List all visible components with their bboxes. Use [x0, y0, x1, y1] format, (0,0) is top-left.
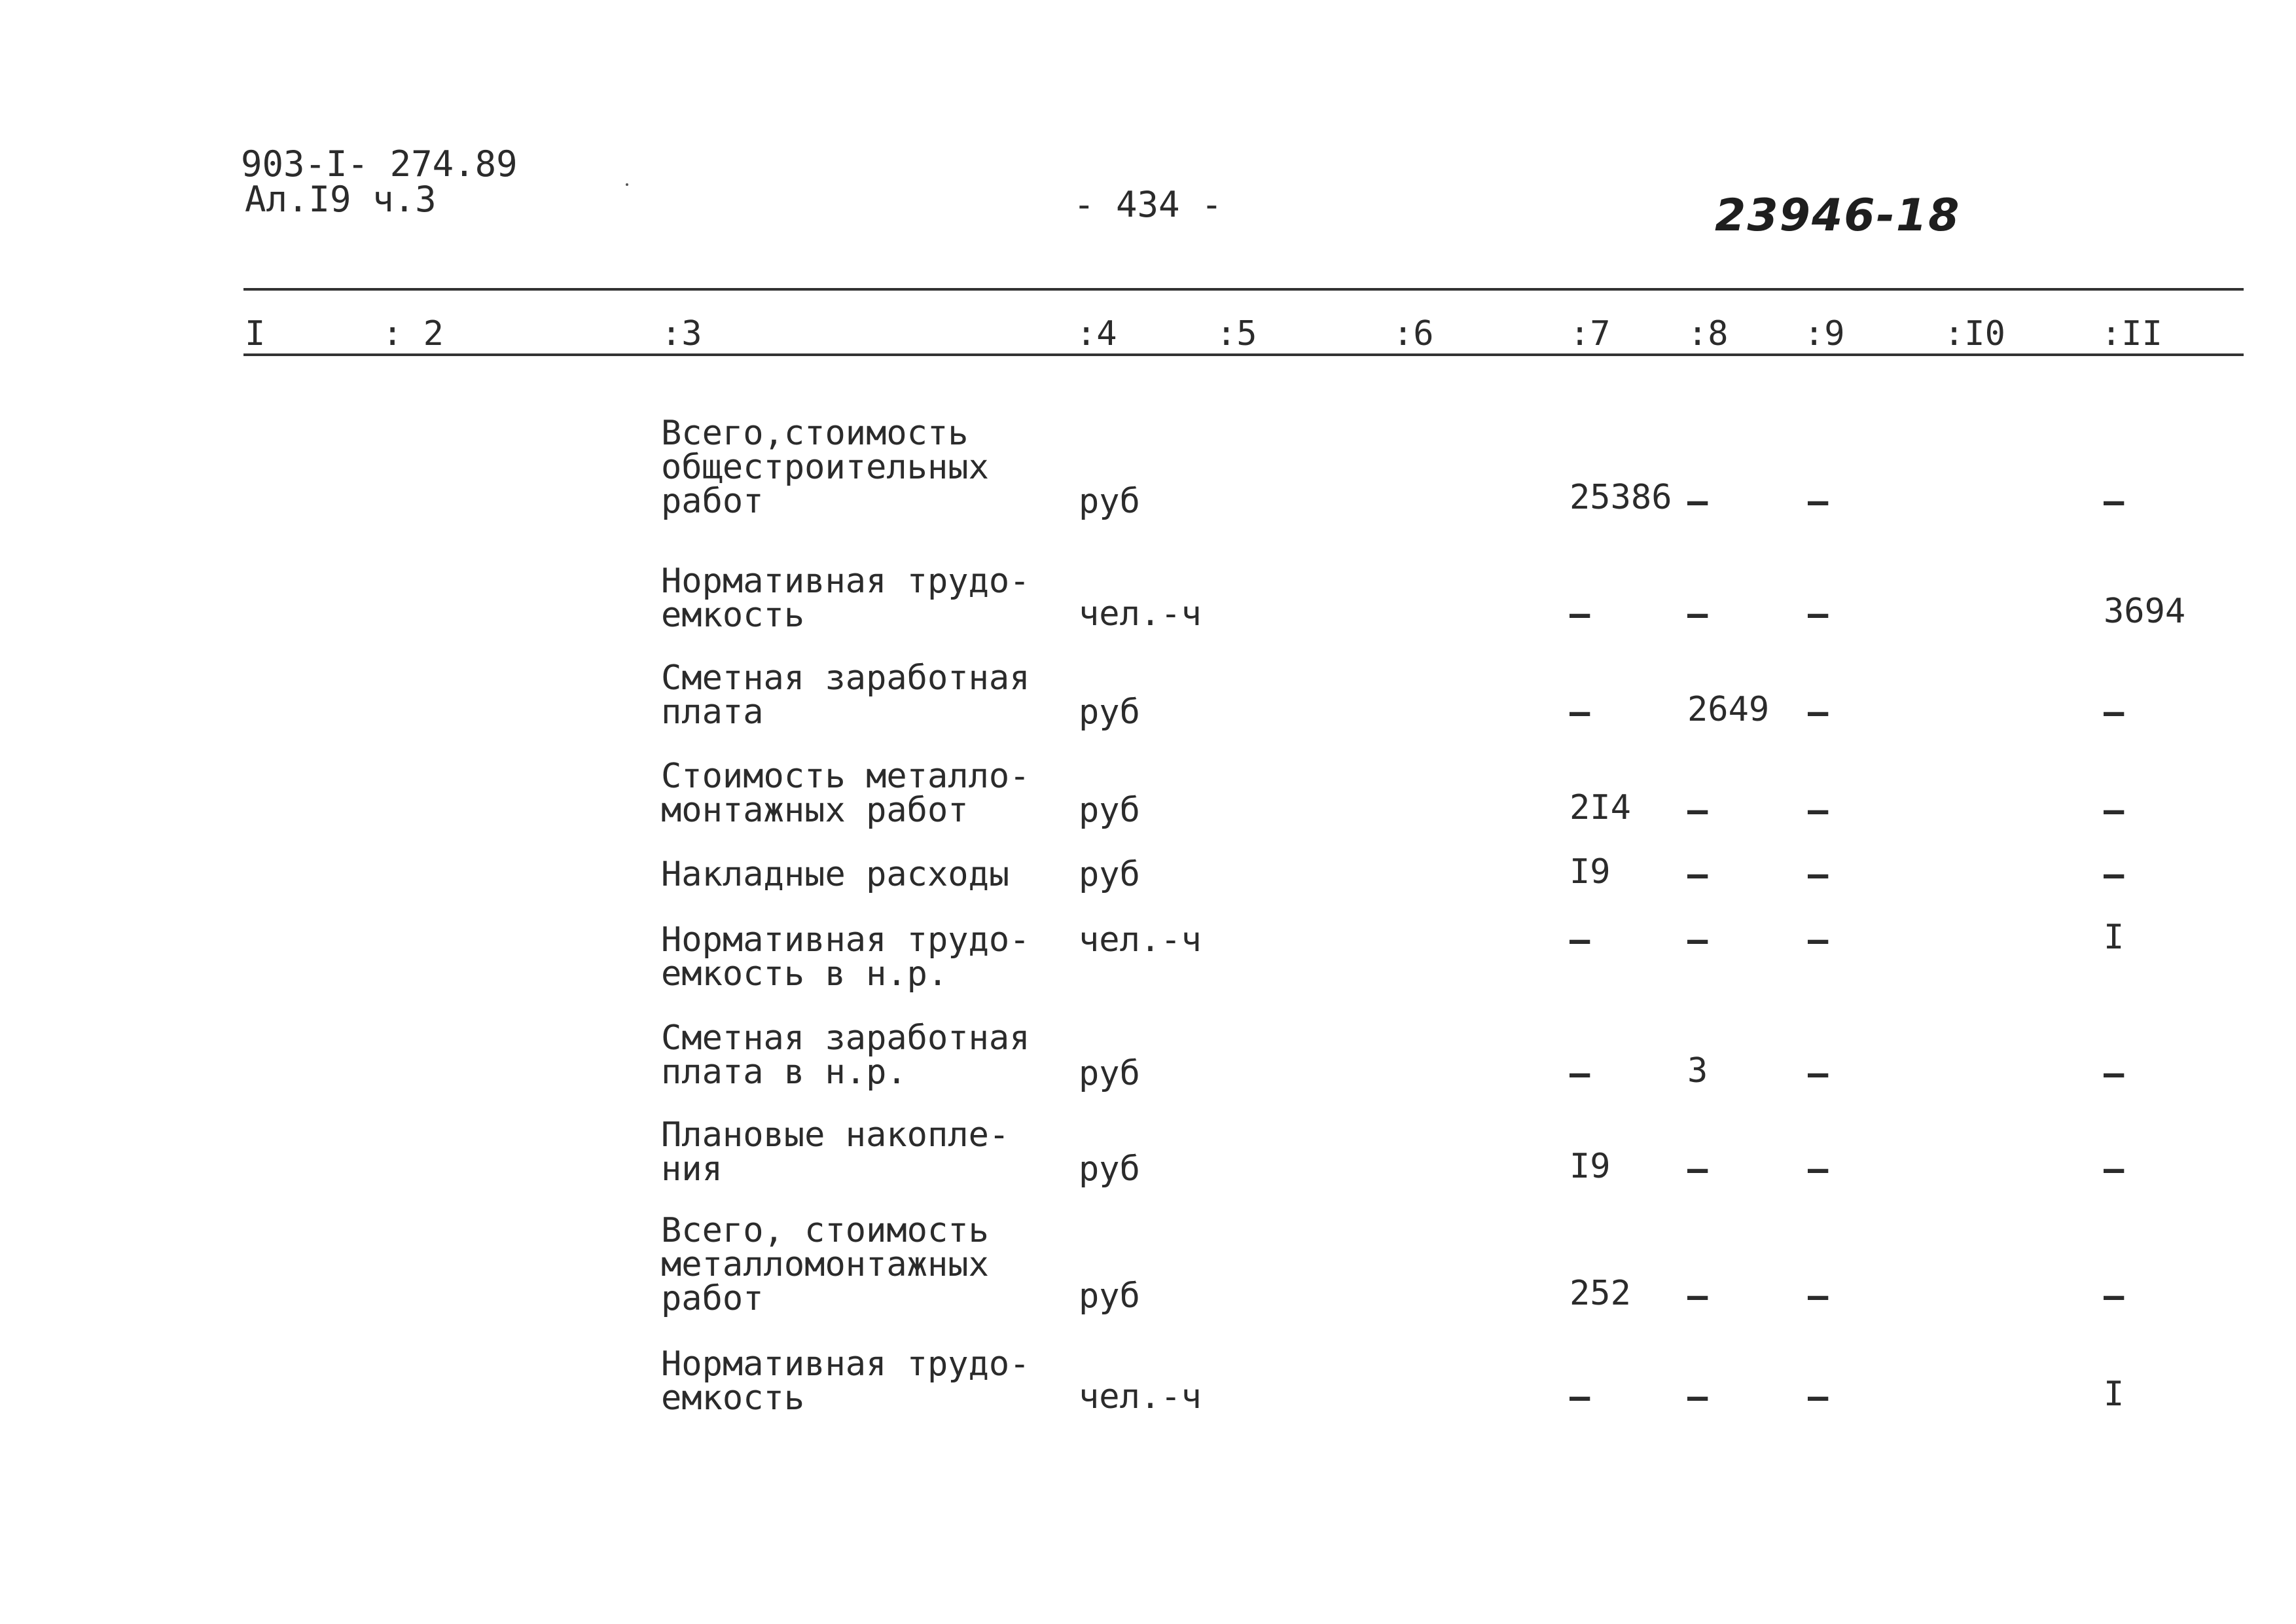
row-unit: руб	[1079, 1149, 1140, 1189]
table-top-rule	[243, 288, 2244, 291]
row-value-col8: –	[1687, 594, 1708, 634]
row-unit: руб	[1079, 1276, 1140, 1316]
row-value-col9: –	[1808, 1149, 1829, 1189]
row-value-col9: –	[1808, 1377, 1829, 1416]
row-value-col8: –	[1687, 1149, 1708, 1189]
document-code: 903-I- 274.89	[241, 143, 518, 185]
row-value-col9: –	[1808, 1054, 1829, 1093]
column-header-8: :8	[1687, 314, 1729, 353]
row-value-col11: –	[2104, 1054, 2125, 1093]
row-value-col7: –	[1570, 920, 1590, 960]
column-header-10: :I0	[1944, 314, 2005, 353]
row-value-col11: –	[2104, 1276, 2125, 1316]
row-value-col8: –	[1687, 920, 1708, 960]
row-name: Плановые накопле- ния	[661, 1115, 1010, 1189]
row-unit: чел.-ч	[1079, 920, 1202, 960]
row-unit: руб	[1079, 791, 1140, 830]
scan-speck	[626, 183, 628, 186]
column-header-1: I	[245, 314, 266, 353]
row-name: Сметная заработная плата	[661, 659, 1030, 732]
row-value-col8: 2649	[1687, 690, 1770, 729]
row-unit: чел.-ч	[1079, 594, 1202, 634]
row-value-col7: –	[1570, 594, 1590, 634]
row-value-col9: –	[1808, 855, 1829, 894]
row-value-col11: –	[2104, 693, 2125, 732]
row-value-col8: –	[1687, 1276, 1708, 1316]
row-name: Сметная заработная плата в н.р.	[661, 1019, 1030, 1092]
row-value-col8: –	[1687, 482, 1708, 521]
row-value-col7: –	[1570, 693, 1590, 732]
row-name: Накладные расходы	[661, 855, 1010, 894]
table-header-rule	[243, 353, 2244, 356]
inventory-number: 23946-18	[1715, 190, 1961, 242]
row-value-col11: 3694	[2104, 592, 2186, 631]
row-value-col8: –	[1687, 1377, 1708, 1416]
row-value-col7: 25386	[1570, 478, 1672, 517]
row-value-col8: 3	[1687, 1051, 1708, 1091]
row-value-col9: –	[1808, 920, 1829, 960]
row-value-col9: –	[1808, 594, 1829, 634]
row-name: Всего,стоимость общестроительных работ	[661, 414, 989, 521]
row-value-col9: –	[1808, 693, 1829, 732]
row-value-col11: I	[2104, 918, 2125, 957]
column-header-2: : 2	[382, 314, 444, 353]
row-name: Нормативная трудо- емкость в н.р.	[661, 920, 1030, 994]
row-value-col8: –	[1687, 855, 1708, 894]
row-value-col7: –	[1570, 1054, 1590, 1093]
row-unit: руб	[1079, 855, 1140, 894]
column-header-3: :3	[661, 314, 702, 353]
column-header-6: :6	[1393, 314, 1434, 353]
row-value-col7: I9	[1570, 1147, 1611, 1186]
row-value-col9: –	[1808, 791, 1829, 830]
row-value-col11: –	[2104, 1149, 2125, 1189]
row-name: Всего, стоимость металломонтажных работ	[661, 1211, 989, 1318]
row-unit: руб	[1079, 693, 1140, 732]
row-value-col7: –	[1570, 1377, 1590, 1416]
page-number: - 434 -	[1073, 184, 1223, 225]
album-sheet-info: Ал.I9 ч.3	[245, 179, 437, 220]
row-value-col9: –	[1808, 1276, 1829, 1316]
column-header-5: :5	[1216, 314, 1257, 353]
row-name: Нормативная трудо- емкость	[661, 562, 1030, 635]
row-value-col11: –	[2104, 482, 2125, 521]
row-value-col11: –	[2104, 791, 2125, 830]
column-header-4: :4	[1076, 314, 1117, 353]
row-value-col7: I9	[1570, 852, 1611, 892]
column-header-11: :II	[2101, 314, 2162, 353]
row-name: Стоимость металло- монтажных работ	[661, 757, 1030, 830]
column-header-9: :9	[1804, 314, 1845, 353]
row-name: Нормативная трудо- емкость	[661, 1344, 1030, 1418]
row-unit: руб	[1079, 482, 1140, 521]
row-value-col7: 252	[1570, 1274, 1631, 1313]
row-unit: чел.-ч	[1079, 1377, 1202, 1416]
row-value-col9: –	[1808, 482, 1829, 521]
row-value-col11: I	[2104, 1375, 2125, 1414]
row-value-col11: –	[2104, 855, 2125, 894]
column-header-7: :7	[1570, 314, 1611, 353]
row-value-col8: –	[1687, 791, 1708, 830]
row-unit: руб	[1079, 1054, 1140, 1093]
row-value-col7: 2I4	[1570, 788, 1631, 827]
